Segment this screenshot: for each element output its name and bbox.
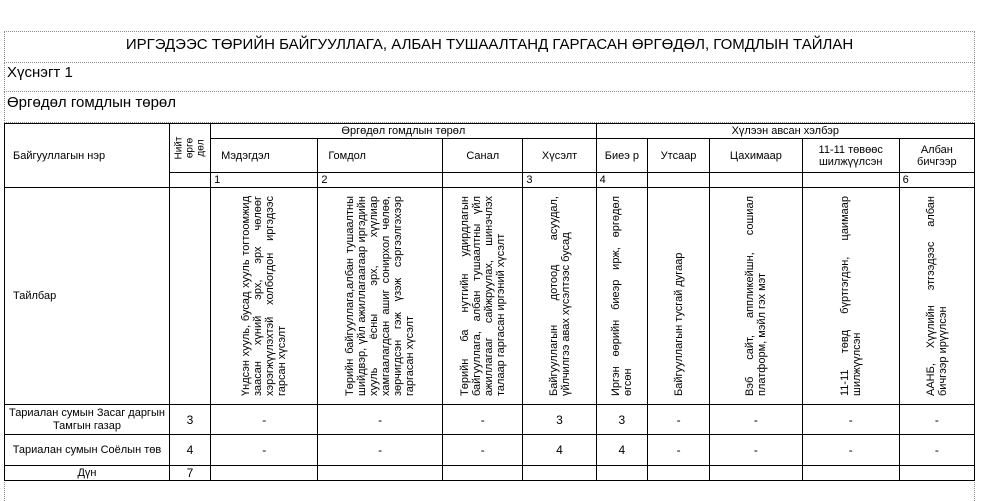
value-cell: - bbox=[648, 435, 710, 466]
channel-header-official-letter: Албан бичгээр bbox=[899, 139, 974, 173]
summary-empty-cell bbox=[709, 466, 802, 481]
description-cell-in-person: Иргэн өөрийн биеэр ирж, өргөдөл өгсөн bbox=[596, 188, 648, 405]
value-cell: 3 bbox=[596, 405, 648, 435]
description-label: Тайлбар bbox=[5, 188, 170, 405]
value-cell: - bbox=[443, 405, 523, 435]
summary-empty-cell bbox=[443, 466, 523, 481]
value-cell: - bbox=[899, 435, 974, 466]
number-cell: 1 bbox=[211, 173, 318, 188]
description-cell-official-letter: ААНБ, Хүүлийн этгээдээс албан бичгээр ирүүлсэн bbox=[899, 188, 974, 405]
type-header-notice: Мэдэгдэл bbox=[211, 139, 318, 173]
value-cell: - bbox=[802, 405, 899, 435]
complaint-report-table bbox=[4, 123, 975, 481]
number-cell bbox=[648, 173, 710, 188]
description-empty-cell bbox=[169, 188, 210, 405]
value-cell: - bbox=[443, 435, 523, 466]
description-cell-complaint: Төрийн байгууллага,албан тушаалтны шийдвэр, үйл ажиллагаагаар иргэдийн хууль ёсны эрх, хүүлиар хамгаалагдсан ашиг сонирхол чөлөө, зөрчигдсэн гэж үзэж сэргээлгэхээр гаргасан хүсэлт bbox=[318, 188, 443, 405]
number-cell: 4 bbox=[596, 173, 648, 188]
org-column-header: Байгууллагын нэр bbox=[5, 124, 170, 188]
description-row bbox=[5, 188, 975, 405]
header-group-row bbox=[5, 124, 975, 139]
description-cell-online: Вэб сайт, аппликейшн, сошиал платформ, мэйл гэх мэт bbox=[709, 188, 802, 405]
summary-empty-cell bbox=[596, 466, 648, 481]
value-cell: 4 bbox=[523, 435, 596, 466]
summary-label: Дүн bbox=[5, 466, 170, 481]
report-title: ИРГЭДЭЭС ТӨРИЙН БАЙГУУЛЛАГА, АЛБАН ТУШААЛТАНД ГАРГАСАН ӨРГӨДӨЛ, ГОМДЛЫН ТАЙЛАН bbox=[4, 31, 975, 63]
type-group-header: Өргөдөл гомдлын төрөл bbox=[211, 124, 596, 139]
value-cell: - bbox=[211, 435, 318, 466]
number-cell bbox=[443, 173, 523, 188]
value-cell: - bbox=[709, 435, 802, 466]
number-cell bbox=[709, 173, 802, 188]
table-row bbox=[5, 435, 975, 466]
value-cell: - bbox=[899, 405, 974, 435]
total-column-header: Нийт өргө дөл bbox=[169, 124, 210, 173]
summary-empty-cell bbox=[211, 466, 318, 481]
org-name-cell: Тариалан сумын Соёлын төв bbox=[5, 435, 170, 466]
type-header-complaint: Гомдол bbox=[318, 139, 443, 173]
type-header-suggestion: Санал bbox=[443, 139, 523, 173]
total-cell: 3 bbox=[169, 405, 210, 435]
value-cell: - bbox=[709, 405, 802, 435]
summary-empty-cell bbox=[899, 466, 974, 481]
channel-header-1111-center: 11-11 төвөөс шилжүүлсэн bbox=[802, 139, 899, 173]
number-cell bbox=[169, 173, 210, 188]
description-cell-request: Байгууллагын дотоод асуудал, үйлчилгээ авах хүсэлтээс бусад bbox=[523, 188, 596, 405]
table-row bbox=[5, 405, 975, 435]
description-cell-notice: Үндсэн хууль, бусад хууль тогтоомжид заасан хүний эрх, эрх чөлөөг хэрэгжүүлэхтэй холбогдон иргэдээс гарсан хүсэлт bbox=[211, 188, 318, 405]
channel-header-phone: Утсаар bbox=[648, 139, 710, 173]
description-cell-1111-center: 11-11 төвд бүртгэгдэн, цаимаар шилжүүлсэн bbox=[802, 188, 899, 405]
summary-total-cell: 7 bbox=[169, 466, 210, 481]
summary-empty-cell bbox=[802, 466, 899, 481]
summary-empty-cell bbox=[523, 466, 596, 481]
summary-row bbox=[5, 466, 975, 481]
summary-empty-cell bbox=[318, 466, 443, 481]
value-cell: - bbox=[318, 435, 443, 466]
number-cell bbox=[802, 173, 899, 188]
description-cell-suggestion: Төрийн ба нутгийн удирдлагын байгууллага, албан тушаалтны үйл ажиллагааг сайжруулах, шинэчлэх талаар гаргасан иргэний хүсэлт bbox=[443, 188, 523, 405]
number-cell: 6 bbox=[899, 173, 974, 188]
footer-band bbox=[4, 482, 975, 501]
channel-header-online: Цахимаар bbox=[709, 139, 802, 173]
channel-header-in-person: Биеэ р bbox=[596, 139, 648, 173]
value-cell: - bbox=[802, 435, 899, 466]
total-cell: 4 bbox=[169, 435, 210, 466]
value-cell: 3 bbox=[523, 405, 596, 435]
type-header-request: Хүсэлт bbox=[523, 139, 596, 173]
appendix-label: Хүснэгт 1 bbox=[4, 63, 975, 92]
section-subtitle: Өргөдөл гомдлын төрөл bbox=[4, 92, 975, 123]
summary-empty-cell bbox=[648, 466, 710, 481]
description-cell-phone: Байгууллагын тусгай дугаар bbox=[648, 188, 710, 405]
value-cell: - bbox=[211, 405, 318, 435]
number-cell: 2 bbox=[318, 173, 443, 188]
value-cell: - bbox=[648, 405, 710, 435]
org-name-cell: Тариалан сумын Засаг даргын Тамгын газар bbox=[5, 405, 170, 435]
value-cell: - bbox=[318, 405, 443, 435]
channel-group-header: Хүлээн авсан хэлбэр bbox=[596, 124, 974, 139]
value-cell: 4 bbox=[596, 435, 648, 466]
number-cell: 3 bbox=[523, 173, 596, 188]
